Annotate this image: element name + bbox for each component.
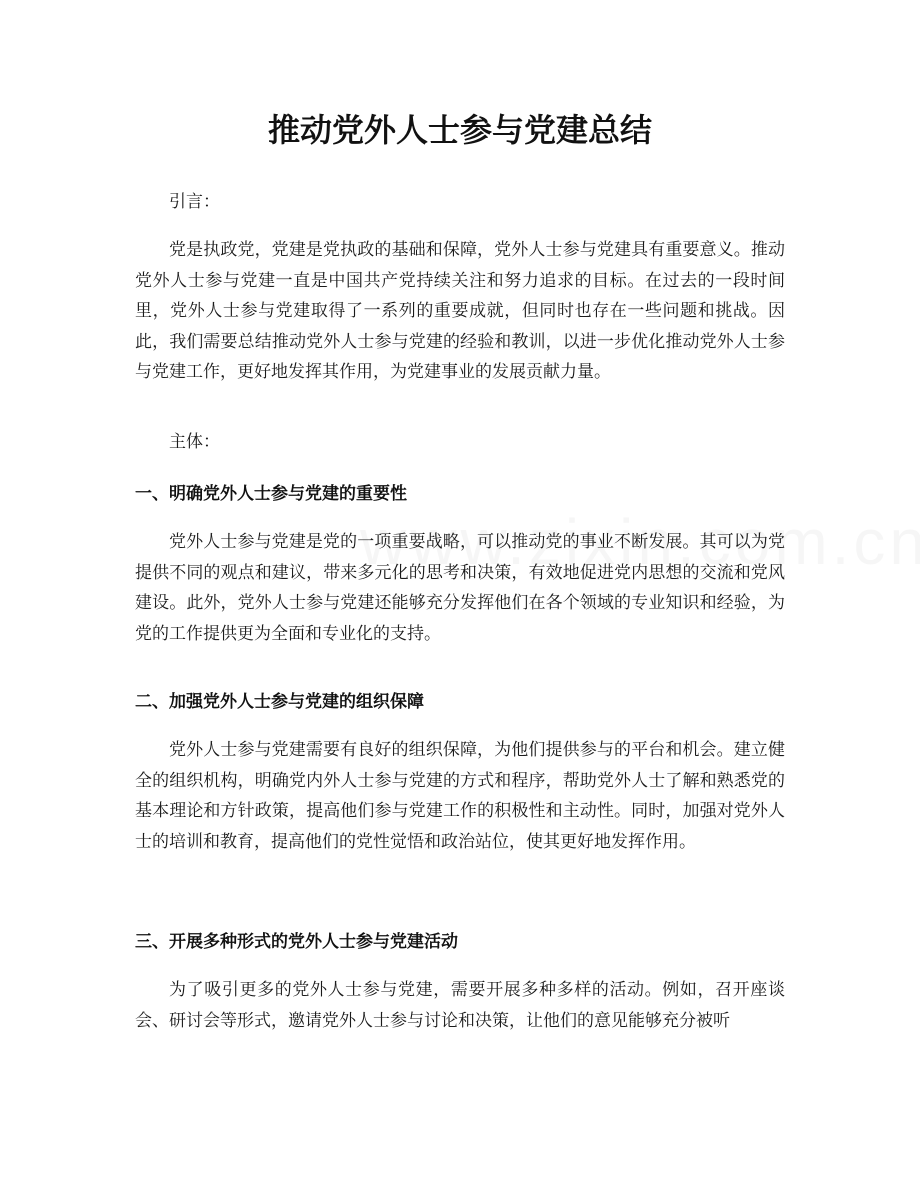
section-heading-1: 一、明确党外人士参与党建的重要性 (135, 484, 407, 504)
intro-paragraph: 党是执政党，党建是党执政的基础和保障，党外人士参与党建具有重要意义。推动党外人士参与党建一直是中国共产党持续关注和努力追求的目标。在过去的一段时间里，党外人士参与党建取得了一系列的重要成就，但同时也存在一些问题和挑战。因此，我们需要总结推动党外人士参与党建的经验和教训，以进一步优化推动党外人士参与党建工作，更好地发挥其作用，为党建事业的发展贡献力量。 (135, 240, 785, 382)
section-paragraph-2: 党外人士参与党建需要有良好的组织保障，为他们提供参与的平台和机会。建立健全的组织机构，明确党内外人士参与党建的方式和程序，帮助党外人士了解和熟悉党的基本理论和方针政策，提高他们参与党建工作的积极性和主动性。同时，加强对党外人士的培训和教育，提高他们的党性觉悟和政治站位，使其更好地发挥作用。 (135, 740, 785, 852)
section-paragraph-3: 为了吸引更多的党外人士参与党建，需要开展多种多样的活动。例如，召开座谈会、研讨会等形式，邀请党外人士参与讨论和决策，让他们的意见能够充分被听 (135, 980, 785, 1031)
section-heading-2: 二、加强党外人士参与党建的组织保障 (135, 692, 424, 712)
section-paragraph-1: 党外人士参与党建是党的一项重要战略，可以推动党的事业不断发展。其可以为党提供不同的观点和建议，带来多元化的思考和决策，有效地促进党内思想的交流和党风建设。此外，党外人士参与党建还能够充分发挥他们在各个领域的专业知识和经验，为党的工作提供更为全面和专业化的支持。 (135, 532, 785, 644)
intro-label: 引言： (169, 192, 220, 212)
body-label: 主体： (169, 432, 220, 452)
section-heading-3: 三、开展多种形式的党外人士参与党建活动 (135, 932, 458, 952)
document-title: 推动党外人士参与党建总结 (267, 111, 652, 149)
